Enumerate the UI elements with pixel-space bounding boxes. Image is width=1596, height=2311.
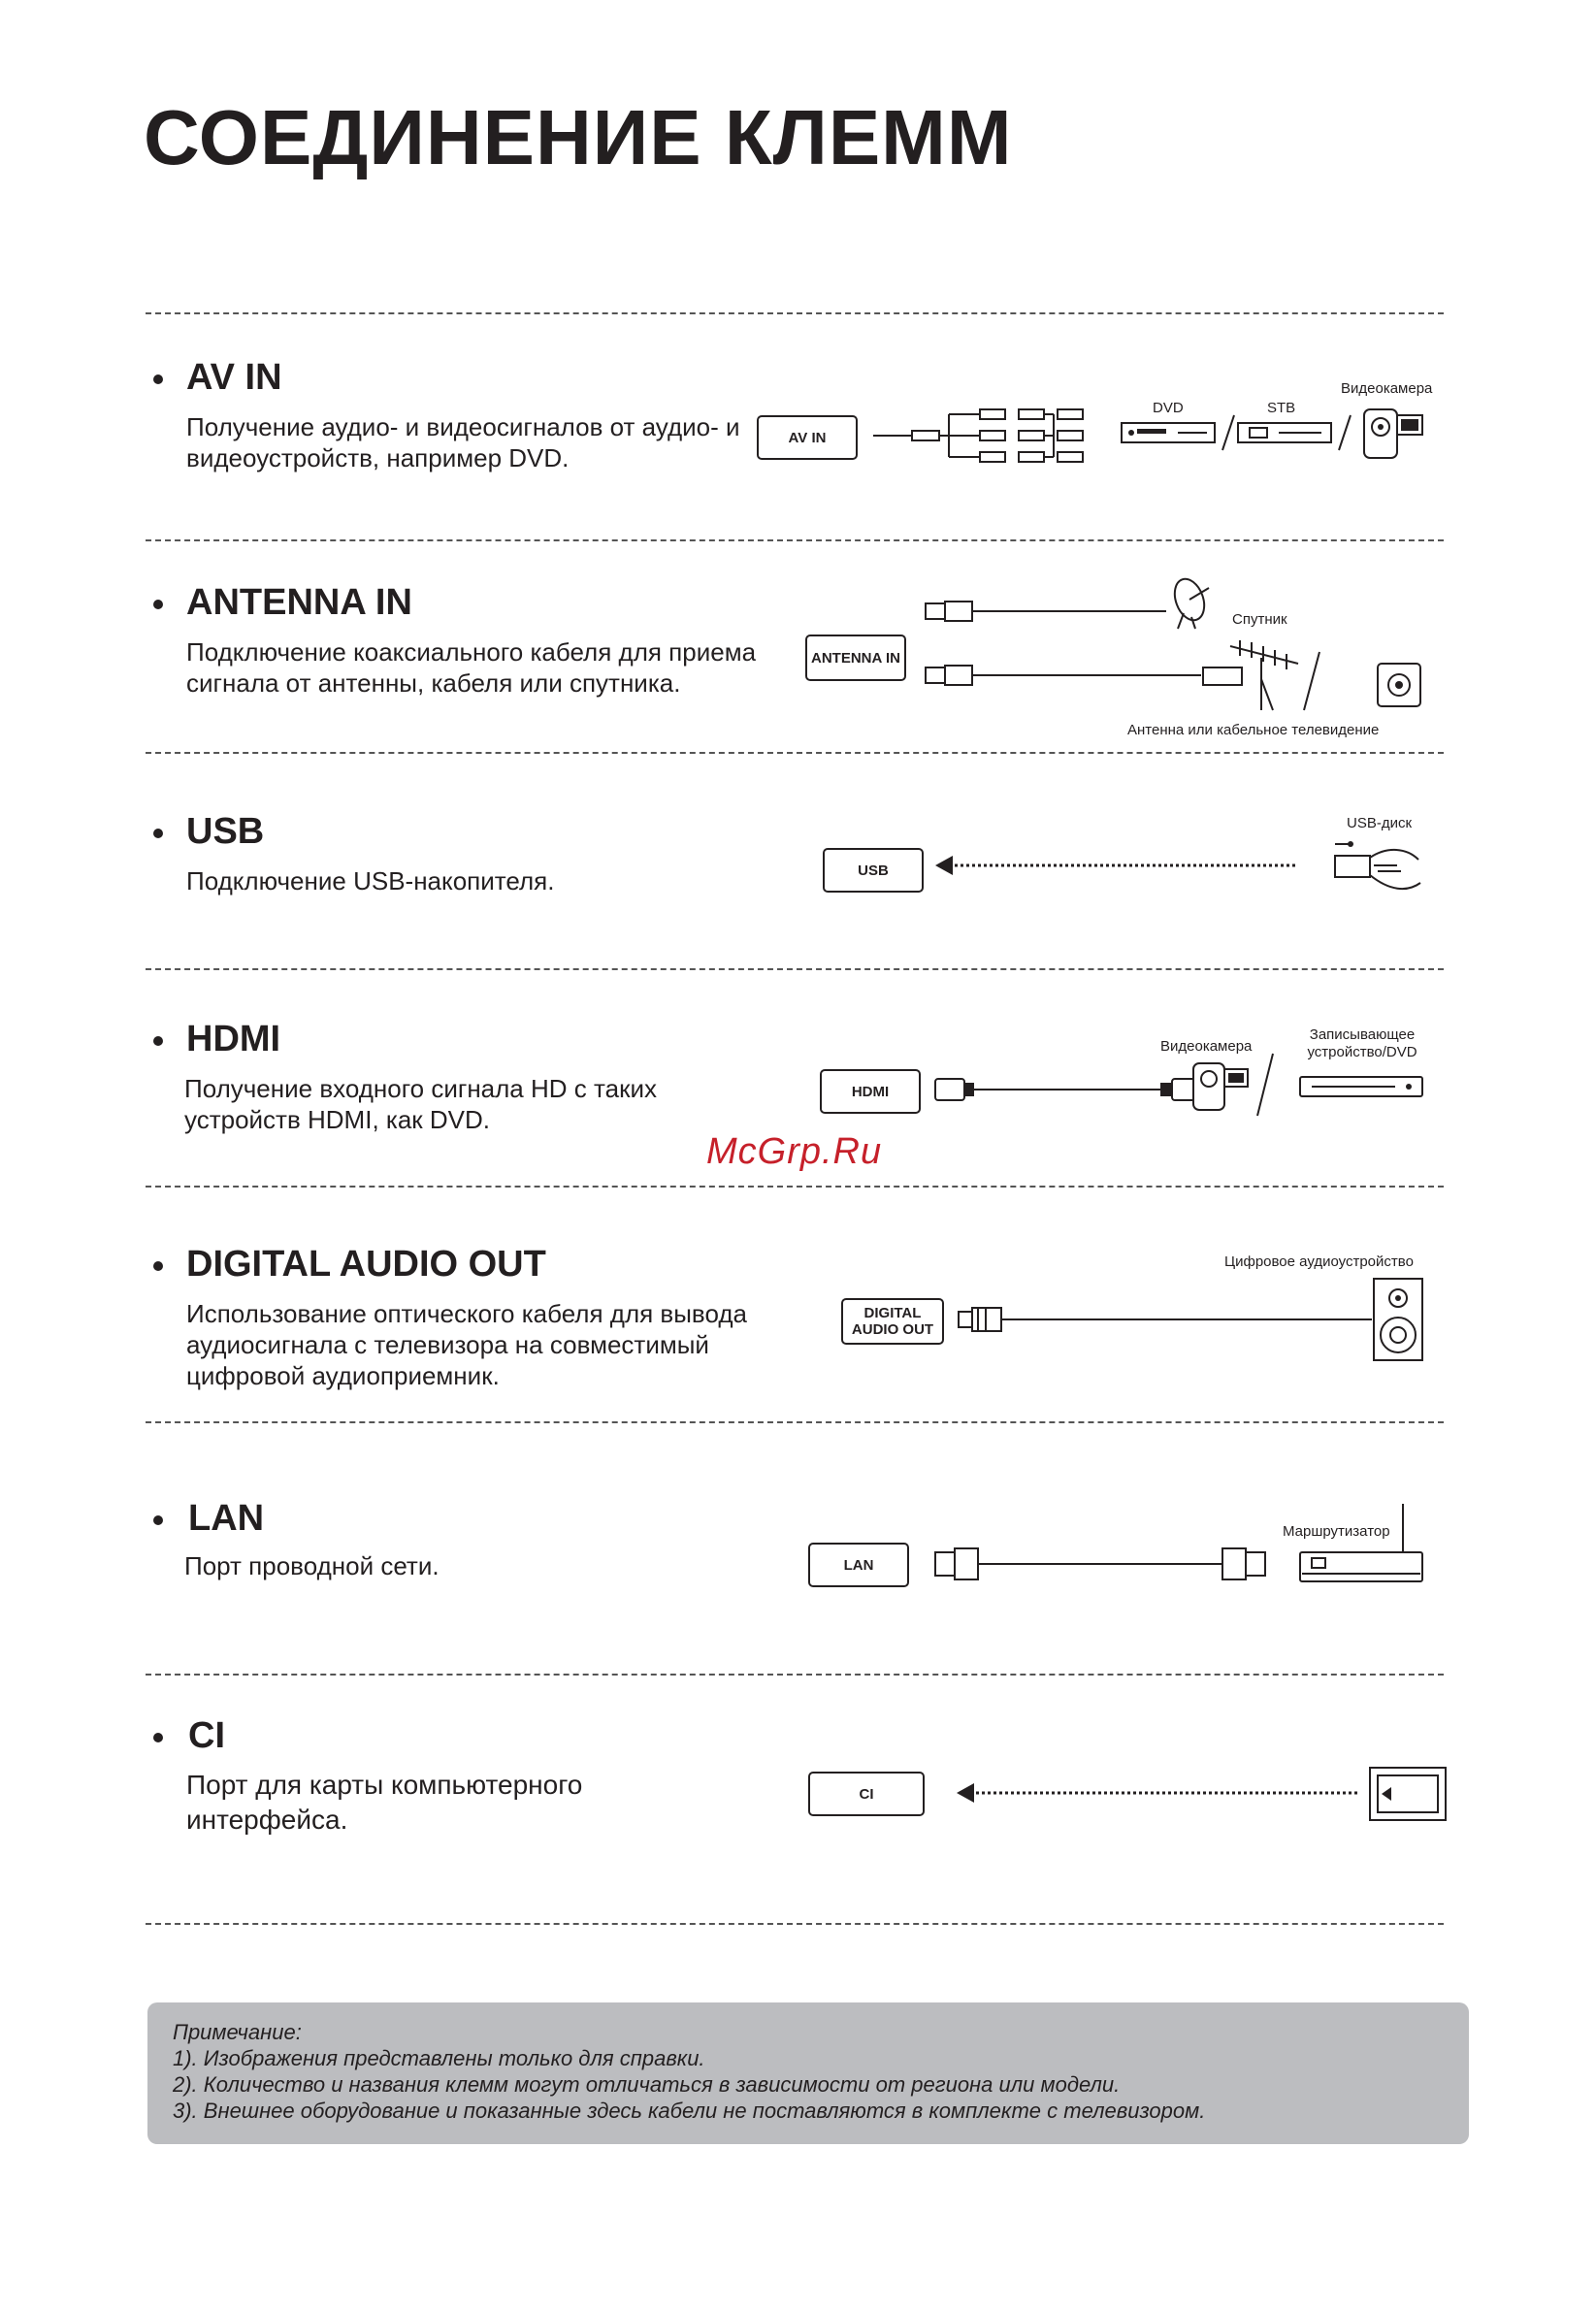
device-label-camcorder: Видеокамера xyxy=(1341,380,1433,397)
device-label-camcorder-hdmi: Видеокамера xyxy=(1160,1038,1253,1055)
camcorder-icon xyxy=(1358,406,1426,466)
device-label-digital-audio: Цифровое аудиоустройство xyxy=(1224,1253,1414,1270)
rca-cable-icon xyxy=(873,403,1096,466)
speaker-icon xyxy=(1372,1277,1426,1364)
section-description: Получение входного сигнала HD с таких устройств HDMI, как DVD. xyxy=(184,1074,657,1134)
optical-cable-icon xyxy=(957,1304,1374,1335)
port-ci: CI xyxy=(808,1772,925,1816)
bullet-icon xyxy=(153,1515,163,1525)
device-label-recorder: Записывающее устройство/DVD xyxy=(1307,1026,1417,1060)
section-heading: CI xyxy=(188,1715,225,1756)
port-digital-audio-out: DIGITAL AUDIO OUT xyxy=(841,1298,944,1345)
ci-arrow-icon xyxy=(955,1781,1362,1806)
set-top-box-icon xyxy=(1236,419,1333,448)
section-description: Использование оптического кабеля для вывода аудиосигнала с телевизора на совместимый цифровой аудиоприемник. xyxy=(186,1299,747,1390)
device-label-satellite: Спутник xyxy=(1232,611,1287,628)
section-heading: DIGITAL AUDIO OUT xyxy=(186,1244,546,1285)
section-divider xyxy=(146,1674,1444,1676)
bullet-icon xyxy=(153,1733,163,1742)
section-heading: AV IN xyxy=(186,357,282,398)
note-line: 1). Изображения представлены только для справки. xyxy=(173,2046,705,2070)
note-line: 2). Количество и названия клемм могут отличаться в зависимости от региона или модели. xyxy=(173,2072,1121,2097)
section-divider xyxy=(146,1421,1444,1423)
dvd-player-icon xyxy=(1120,419,1217,448)
section-divider xyxy=(146,1186,1444,1188)
port-av-in: AV IN xyxy=(757,415,858,460)
antenna-icon xyxy=(1201,640,1327,718)
bullet-icon xyxy=(153,1261,163,1271)
section-description: Подключение USB-накопителя. xyxy=(186,866,555,895)
section-divider xyxy=(146,752,1444,754)
device-label-usb-disk: USB-диск xyxy=(1347,815,1413,831)
section-divider xyxy=(146,1923,1444,1925)
watermark: McGrp.Ru xyxy=(706,1131,883,1172)
note-title: Примечание: xyxy=(173,2020,302,2044)
camcorder-icon xyxy=(1188,1059,1252,1118)
ci-card-icon xyxy=(1368,1766,1448,1822)
section-divider xyxy=(146,539,1444,541)
note-line: 3). Внешнее оборудование и показанные здесь кабели не поставляются в комплекте с телевизором. xyxy=(173,2099,1206,2123)
bullet-icon xyxy=(153,829,163,838)
usb-arrow-icon xyxy=(933,854,1302,883)
port-usb: USB xyxy=(823,848,924,893)
section-description: Подключение коаксиального кабеля для приема сигнала от антенны, кабеля или спутника. xyxy=(186,637,757,698)
note-box xyxy=(147,2002,1469,2144)
separator-slash-icon xyxy=(1335,413,1354,452)
section-heading: LAN xyxy=(188,1498,265,1539)
dvd-recorder-icon xyxy=(1298,1073,1426,1102)
hdmi-cable-icon xyxy=(933,1073,1215,1108)
usb-drive-icon xyxy=(1329,836,1426,904)
wall-socket-icon xyxy=(1376,662,1422,710)
bullet-icon xyxy=(153,1036,163,1046)
section-heading: ANTENNA IN xyxy=(186,582,412,623)
port-lan: LAN xyxy=(808,1543,909,1587)
section-description: Порт проводной сети. xyxy=(184,1551,440,1580)
device-label-router: Маршрутизатор xyxy=(1283,1523,1390,1540)
section-description: Получение аудио- и видеосигналов от аудио- и видеоустройств, например DVD. xyxy=(186,412,740,472)
page-title: СОЕДИНЕНИЕ КЛЕММ xyxy=(144,94,1013,180)
device-label-antenna-cable: Антенна или кабельное телевидение xyxy=(1127,722,1380,738)
separator-slash-icon xyxy=(1219,413,1238,452)
section-description: Порт для карты компьютерного интерфейса. xyxy=(186,1770,583,1835)
device-label-dvd: DVD xyxy=(1153,400,1184,416)
device-label-stb: STB xyxy=(1267,400,1296,416)
section-heading: HDMI xyxy=(186,1019,281,1059)
ethernet-cable-icon xyxy=(933,1545,1283,1583)
separator-slash-icon xyxy=(1254,1052,1277,1120)
port-antenna-in: ANTENNA IN xyxy=(805,635,906,681)
router-icon xyxy=(1298,1502,1426,1587)
bullet-icon xyxy=(153,600,163,609)
satellite-dish-icon xyxy=(1162,574,1221,633)
section-heading: USB xyxy=(186,811,265,852)
bullet-icon xyxy=(153,374,163,384)
section-divider xyxy=(146,312,1444,314)
port-hdmi: HDMI xyxy=(820,1069,921,1114)
section-divider xyxy=(146,968,1444,970)
